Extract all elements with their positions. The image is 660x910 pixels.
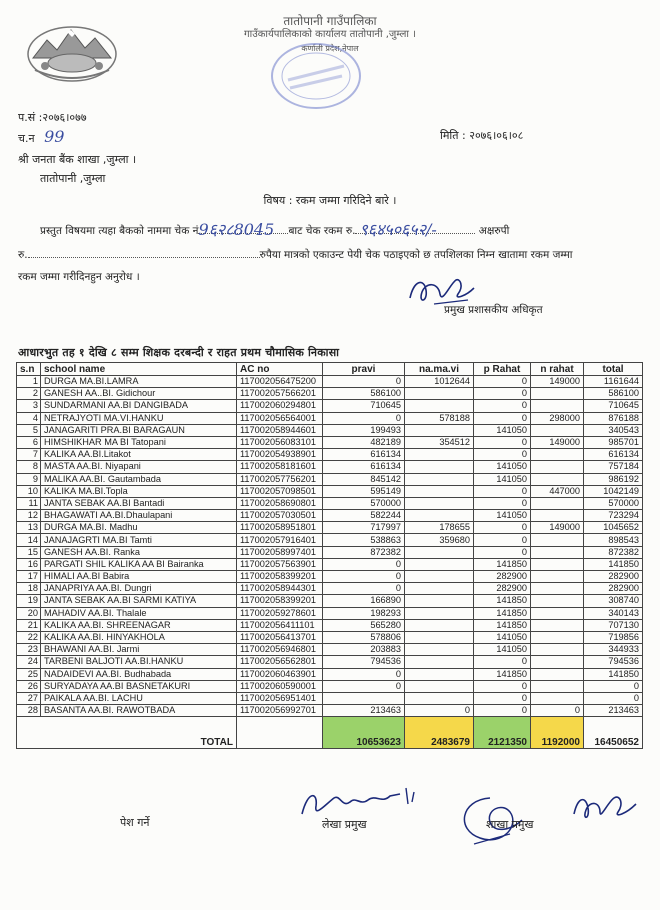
cell-namavi [405,692,474,704]
cell-ac-no: 117002060463901 [237,668,323,680]
cell-ac-no: 117002057098501 [237,485,323,497]
cell-school-name: TARBENI BALJOTI AA.BI.HANKU [41,656,237,668]
cell-sn: 15 [17,546,41,558]
municipality-name: तातोपानी गाउँपालिका [283,14,377,28]
cell-total: 1161644 [584,376,643,388]
col-header-school: school name [41,363,237,376]
cell-sn: 5 [17,424,41,436]
cell-sn: 8 [17,461,41,473]
cell-pravi: 845142 [323,473,405,485]
table-row [17,461,643,473]
cell-pravi: 0 [323,680,405,692]
cell-pravi: 198293 [323,607,405,619]
cell-prahat: 141850 [474,607,531,619]
table-row [17,376,643,388]
body-text-2a: रु. [18,249,28,261]
cell-pravi: 717997 [323,522,405,534]
cell-sn: 20 [17,607,41,619]
cell-school-name: NETRAJYOTI MA.VI.HANKU [41,412,237,424]
table-header-row [17,363,643,376]
cell-namavi [405,558,474,570]
cell-ac-no: 117002056413701 [237,631,323,643]
table-row [17,473,643,485]
cell-nrahat: 447000 [531,485,584,497]
cell-nrahat [531,473,584,485]
allocation-table [16,362,643,749]
cell-pravi: 582244 [323,510,405,522]
cell-ac-no: 117002058399201 [237,595,323,607]
cell-pravi: 0 [323,376,405,388]
cell-pravi: 872382 [323,546,405,558]
cell-total: 1042149 [584,485,643,497]
cell-nrahat [531,607,584,619]
cell-nrahat [531,583,584,595]
cell-prahat: 0 [474,534,531,546]
cell-school-name: KALIKA MA.BI.Topla [41,485,237,497]
cell-pravi: 538863 [323,534,405,546]
letter-reference-no: प.सं :२०७६।०७७ [18,111,87,124]
table-row [17,546,643,558]
cell-total: 876188 [584,412,643,424]
cell-nrahat [531,510,584,522]
cell-prahat: 141050 [474,473,531,485]
cell-school-name: GANESH AA.BI. Ranka [41,546,237,558]
cell-nrahat [531,644,584,656]
cell-namavi [405,607,474,619]
cell-total: 282900 [584,583,643,595]
cell-total: 282900 [584,571,643,583]
cell-pravi: 710645 [323,400,405,412]
cell-prahat: 141850 [474,558,531,570]
cell-ac-no: 117002058944601 [237,424,323,436]
table-row [17,692,643,704]
cell-sn: 25 [17,668,41,680]
table-row [17,644,643,656]
cell-pravi: 794536 [323,656,405,668]
cell-pravi: 0 [323,412,405,424]
cell-total: 340143 [584,607,643,619]
cell-prahat: 141850 [474,668,531,680]
cell-nrahat: 149000 [531,376,584,388]
cell-ac-no: 117002056083101 [237,436,323,448]
cell-prahat: 0 [474,449,531,461]
total-ac-empty [237,717,323,749]
cell-school-name: JANAJAGRTI MA.BI Tamti [41,534,237,546]
cell-school-name: BASANTA AA.BI. RAWOTBADA [41,705,237,717]
cell-namavi [405,680,474,692]
letter-date: मिति : २०७६।०६।०८ [440,129,524,142]
table-row [17,668,643,680]
table-row [17,388,643,400]
cell-total: 719856 [584,631,643,643]
table-row [17,485,643,497]
cell-namavi [405,424,474,436]
cell-school-name: PAIKALA AA.BI. LACHU [41,692,237,704]
cell-pravi: 0 [323,571,405,583]
cell-school-name: HIMSHIKHAR MA BI Tatopani [41,436,237,448]
body-text-1c: अक्षरुपी [478,225,510,237]
table-row [17,607,643,619]
body-line-1 [18,220,640,242]
cell-total: 986192 [584,473,643,485]
cell-pravi: 616134 [323,461,405,473]
cell-prahat: 0 [474,412,531,424]
dispatch-no [18,127,64,146]
cell-total: 586100 [584,388,643,400]
cell-namavi: 0 [405,705,474,717]
cell-prahat: 0 [474,692,531,704]
cell-school-name: HIMALI AA.BI Babira [41,571,237,583]
table-row [17,619,643,631]
cell-total: 872382 [584,546,643,558]
table-row [17,705,643,717]
cell-nrahat [531,497,584,509]
cell-prahat: 0 [474,656,531,668]
cell-prahat: 141850 [474,619,531,631]
cell-pravi: 0 [323,583,405,595]
cell-namavi [405,510,474,522]
cell-nrahat [531,400,584,412]
cell-sn: 1 [17,376,41,388]
cell-total: 570000 [584,497,643,509]
cell-pravi: 595149 [323,485,405,497]
cell-ac-no: 117002058181601 [237,461,323,473]
cell-nrahat [531,595,584,607]
cell-total: 616134 [584,449,643,461]
cell-nrahat [531,680,584,692]
col-header-prahat: p Rahat [474,363,531,376]
cell-prahat: 282900 [474,571,531,583]
letter-subject: विषय : रकम जम्मा गरिदिने बारे । [263,194,397,207]
cell-namavi [405,400,474,412]
cell-prahat: 141050 [474,510,531,522]
cell-namavi: 178655 [405,522,474,534]
table-row [17,571,643,583]
cell-ac-no: 117002057756201 [237,473,323,485]
cell-pravi [323,692,405,704]
body-text-1a: प्रस्तुत विषयमा त्यहा बैकको नाममा चेक नं [40,225,199,237]
cell-prahat: 0 [474,546,531,558]
cell-nrahat [531,449,584,461]
section-chief-label: शाखा प्रमुख [486,818,534,831]
cell-ac-no: 117002057030501 [237,510,323,522]
cell-sn: 7 [17,449,41,461]
cell-prahat: 141850 [474,595,531,607]
cell-prahat: 0 [474,705,531,717]
province-name: कर्णाली प्रदेश,नेपाल [301,44,359,53]
col-header-nrahat: n rahat [531,363,584,376]
recipient-line-1: श्री जनता बैंक शाखा ,जुम्ला । [18,153,137,166]
body-text-2b: रुपैया मात्रको एकाउन्ट पेयी चेक पठाइएको छ तपशिलका निम्न खातामा रकम जम्मा [259,249,573,261]
cell-ac-no: 117002056411101 [237,619,323,631]
col-header-pravi: pravi [323,363,405,376]
cell-pravi: 616134 [323,449,405,461]
total-label: TOTAL [17,717,237,749]
cell-sn: 12 [17,510,41,522]
cell-sn: 23 [17,644,41,656]
total-row [17,717,643,749]
cell-school-name: DURGA MA.BI.LAMRA [41,376,237,388]
cell-namavi [405,388,474,400]
table-row [17,680,643,692]
total-namavi: 2483679 [405,717,474,749]
table-row [17,534,643,546]
cell-prahat: 0 [474,376,531,388]
cell-ac-no: 117002057563901 [237,558,323,570]
cell-school-name: KALIKA AA.BI. SHREENAGAR [41,619,237,631]
cell-pravi: 166890 [323,595,405,607]
cell-nrahat: 0 [531,705,584,717]
accounts-chief-label: लेखा प्रमुख [322,818,367,831]
table-row [17,510,643,522]
total-nrahat: 1192000 [531,717,584,749]
cell-ac-no: 117002056992701 [237,705,323,717]
dispatch-no-value: 99 [44,127,65,146]
cheque-number: 9६२८8045 [198,220,275,239]
cell-school-name: JANAPRIYA AA.BI. Dungri [41,583,237,595]
cell-ac-no: 117002056562801 [237,656,323,668]
table-row [17,558,643,570]
table-row [17,449,643,461]
cell-total: 710645 [584,400,643,412]
cell-ac-no: 117002058951801 [237,522,323,534]
cell-total: 344933 [584,644,643,656]
cell-sn: 13 [17,522,41,534]
cell-total: 1045652 [584,522,643,534]
table-row [17,497,643,509]
table-row [17,631,643,643]
cell-school-name: JANAGARITI PRA.BI BARAGAUN [41,424,237,436]
cell-ac-no: 117002054938901 [237,449,323,461]
cell-nrahat [531,571,584,583]
cell-school-name: GANESH AA..BI. Gidichour [41,388,237,400]
cell-ac-no: 117002058944301 [237,583,323,595]
cell-total: 141850 [584,558,643,570]
cell-namavi [405,497,474,509]
cell-sn: 3 [17,400,41,412]
cell-pravi: 203883 [323,644,405,656]
cell-pravi: 0 [323,558,405,570]
chief-officer-signature [570,788,640,828]
cell-pravi: 570000 [323,497,405,509]
table-row [17,400,643,412]
body-text-1b: बाट चेक रकम रु. [288,225,356,237]
cell-sn: 24 [17,656,41,668]
table-row [17,595,643,607]
cell-namavi [405,656,474,668]
cell-nrahat [531,656,584,668]
cell-namavi: 578188 [405,412,474,424]
cell-ac-no: 117002056564001 [237,412,323,424]
cell-namavi [405,595,474,607]
cell-sn: 27 [17,692,41,704]
col-header-sn: s.n [17,363,41,376]
cell-ac-no: 117002057916401 [237,534,323,546]
cell-nrahat [531,558,584,570]
cell-sn: 4 [17,412,41,424]
cell-namavi [405,461,474,473]
cell-school-name: SURYADAYA AA.BI BASNETAKURI [41,680,237,692]
body-line-2 [18,244,638,266]
cell-prahat: 141050 [474,631,531,643]
cell-pravi: 0 [323,668,405,680]
cell-total: 898543 [584,534,643,546]
table-row [17,412,643,424]
cell-ac-no: 117002056946801 [237,644,323,656]
cell-sn: 11 [17,497,41,509]
cell-school-name: MAHADIV AA.BI. Thalale [41,607,237,619]
col-header-ac: AC no [237,363,323,376]
cell-prahat: 0 [474,388,531,400]
cell-namavi [405,619,474,631]
cell-total: 985701 [584,436,643,448]
cell-ac-no: 117002060294801 [237,400,323,412]
col-header-namavi: na.ma.vi [405,363,474,376]
cell-pravi: 213463 [323,705,405,717]
cell-total: 141850 [584,668,643,680]
cell-sn: 21 [17,619,41,631]
cell-prahat: 141050 [474,461,531,473]
cell-sn: 26 [17,680,41,692]
cell-total: 794536 [584,656,643,668]
recipient-line-2: तातोपानी ,जुम्ला [40,172,106,185]
cell-prahat: 141050 [474,424,531,436]
table-row [17,522,643,534]
cell-total: 723294 [584,510,643,522]
total-grand: 16450652 [584,717,643,749]
cell-sn: 16 [17,558,41,570]
cell-total: 308740 [584,595,643,607]
cell-pravi: 482189 [323,436,405,448]
officer-title: प्रमुख प्रशासकीय अधिकृत [444,304,543,316]
table-row [17,436,643,448]
prepared-by-label: पेश गर्ने [120,816,150,829]
cell-nrahat: 149000 [531,436,584,448]
cell-sn: 6 [17,436,41,448]
cell-prahat: 0 [474,497,531,509]
col-header-total: total [584,363,643,376]
cell-ac-no: 117002058997401 [237,546,323,558]
cell-prahat: 0 [474,400,531,412]
cell-prahat: 0 [474,436,531,448]
cell-total: 707130 [584,619,643,631]
cheque-amount: ९६४५०६५२/- [359,220,437,239]
cell-school-name: KALIKA AA.BI.Litakot [41,449,237,461]
cell-namavi [405,485,474,497]
table-row [17,424,643,436]
office-name: गाउँकार्यपालिकाको कार्यालय तातोपानी ,जुम्ला । [244,29,416,40]
cell-namavi [405,631,474,643]
table-row [17,583,643,595]
table-caption: आधारभुत तह १ देखि ८ सम्म शिक्षक दरबन्दी र राहत प्रथम चौमासिक निकासा [18,346,340,359]
cell-nrahat [531,546,584,558]
cell-nrahat [531,692,584,704]
cell-namavi [405,449,474,461]
cell-nrahat: 149000 [531,522,584,534]
cell-nrahat [531,631,584,643]
total-pravi: 10653623 [323,717,405,749]
cell-total: 757184 [584,461,643,473]
cell-ac-no: 117002060590001 [237,680,323,692]
cell-sn: 10 [17,485,41,497]
cell-ac-no: 117002056951401 [237,692,323,704]
cell-namavi [405,473,474,485]
dispatch-no-label: च.न [18,132,35,145]
cell-nrahat [531,619,584,631]
cell-namavi [405,583,474,595]
cell-nrahat [531,668,584,680]
cell-sn: 14 [17,534,41,546]
cell-ac-no: 117002056475200 [237,376,323,388]
cell-total: 0 [584,692,643,704]
cell-school-name: PARGATI SHIL KALIKA AA BI Bairanka [41,558,237,570]
cell-total: 0 [584,680,643,692]
cell-namavi: 354512 [405,436,474,448]
cell-total: 340543 [584,424,643,436]
cell-pravi: 578806 [323,631,405,643]
cell-pravi: 199493 [323,424,405,436]
cell-namavi [405,668,474,680]
cell-school-name: JANTA SEBAK AA.BI SARMI KATIYA [41,595,237,607]
cell-prahat: 0 [474,522,531,534]
cell-sn: 18 [17,583,41,595]
cell-total: 213463 [584,705,643,717]
cell-school-name: BHAGAWATI AA.BI.Dhaulapani [41,510,237,522]
cell-nrahat [531,534,584,546]
cell-school-name: SUNDARMANI AA.BI DANGIBADA [41,400,237,412]
cell-ac-no: 117002058690801 [237,497,323,509]
cell-school-name: JANTA SEBAK AA.BI Bantadi [41,497,237,509]
cell-sn: 17 [17,571,41,583]
cell-prahat: 0 [474,485,531,497]
table-row [17,656,643,668]
cell-pravi: 565280 [323,619,405,631]
cell-ac-no: 117002058399201 [237,571,323,583]
body-line-3: रकम जम्मा गरीदिनहुन अनुरोध । [18,271,140,283]
cell-school-name: BHAWANI AA.BI. Jarmi [41,644,237,656]
cell-ac-no: 117002057566201 [237,388,323,400]
cell-prahat: 0 [474,680,531,692]
cell-school-name: DURGA MA.BI. Madhu [41,522,237,534]
cell-namavi [405,571,474,583]
cell-prahat: 282900 [474,583,531,595]
cell-school-name: KALIKA AA.BI. HINYAKHOLA [41,631,237,643]
cell-nrahat [531,388,584,400]
cell-nrahat: 298000 [531,412,584,424]
cell-school-name: MASTA AA.BI. Niyapani [41,461,237,473]
cell-ac-no: 117002059278601 [237,607,323,619]
cell-sn: 19 [17,595,41,607]
total-prahat: 2121350 [474,717,531,749]
cell-pravi: 586100 [323,388,405,400]
cell-namavi [405,546,474,558]
cell-school-name: NADAIDEVI AA.BI. Budhabada [41,668,237,680]
cell-nrahat [531,461,584,473]
cell-prahat: 141050 [474,644,531,656]
cell-namavi [405,644,474,656]
cell-namavi: 359680 [405,534,474,546]
cell-sn: 2 [17,388,41,400]
cell-nrahat [531,424,584,436]
cell-school-name: MALIKA AA.BI. Gautambada [41,473,237,485]
cell-sn: 28 [17,705,41,717]
office-stamp [266,36,366,116]
cell-sn: 9 [17,473,41,485]
cell-sn: 22 [17,631,41,643]
cell-namavi: 1012644 [405,376,474,388]
